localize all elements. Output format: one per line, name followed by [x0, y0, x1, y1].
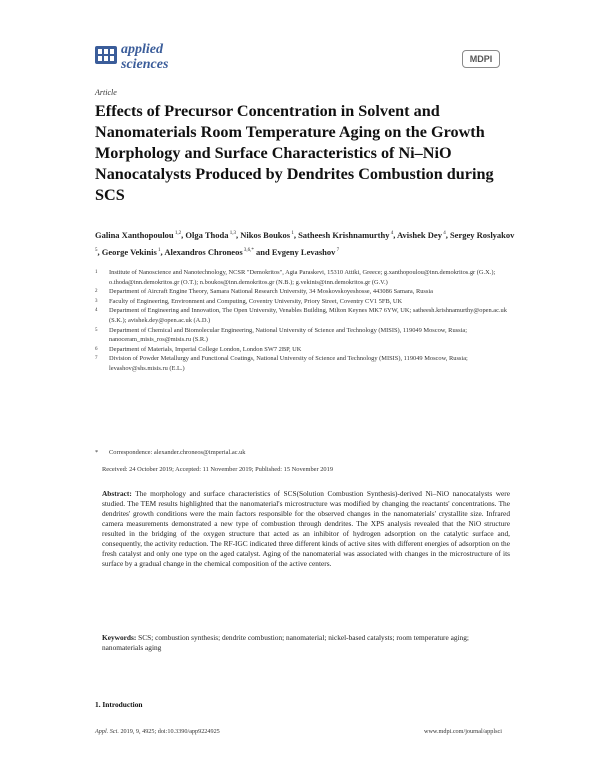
- paper-title: Effects of Precursor Concentration in Solvent and Nanomaterials Room Temperature Aging on the Growth Morphology and Surface Characteristics of Ni–NiO Nanocatalysts Produced by Dendrites Combustion during SCS: [95, 102, 494, 204]
- abstract-text: The morphology and surface characteristics of SCS(Solution Combustion Synthesis)-derived Ni–NiO nanocatalysts were studied. The TEM results highlighted that the nanomaterial's microstructure was modified by changing the reactants' concentrations. The dendrites' growth conditions were the main factors responsible for the observed changes in the nanomaterials' crystallite size. Infrared camera measurements demonstrated a new type of combustion through dendrites. The XPS analysis revealed that the NiO structure resulted in the bridging of the oxygen structure that acted as an inhibitor of hydrogen adsorption on the catalytic surface and, consequently, the activity reduction. The RF-IGC indicated three different kinds of active sites with different energies of adsorption on the fresh catalyst and only one type on the aged catalyst. Aging of the nanomaterial was associated with changes in the microstructure of its surface by a gradual change in the chemical composition of the active centers.: [102, 489, 510, 569]
- journal-logo-icon: [95, 44, 117, 66]
- affiliation-number: 5: [95, 327, 98, 333]
- author-affiliation-marker: 1: [290, 231, 294, 236]
- section-heading: 1. Introduction: [95, 700, 143, 709]
- author-affiliation-marker: 1,3: [228, 231, 236, 236]
- author-affiliation-marker: 7: [335, 247, 340, 253]
- affiliation-item: [95, 354, 515, 373]
- affiliation-text: Division of Powder Metallurgy and Functional Coatings, National University of Science and Technology (MISIS), 119049 Moscow, Russia; levashov@shs.misis.ru (E.L.): [109, 355, 468, 372]
- affiliation-number: 1: [95, 270, 98, 275]
- footer-journal-abbrev: Appl. Sci.: [95, 728, 119, 735]
- author: [272, 247, 339, 257]
- author: [95, 230, 181, 240]
- author-name: Galina Xanthopoulou: [95, 229, 174, 240]
- affiliation-item: [95, 345, 515, 355]
- abstract: [102, 489, 510, 569]
- author-affiliation-marker: 5: [95, 247, 98, 253]
- affiliation-text: Department of Chemical and Biomolecular Engineering, National University of Science and Technology (MISIS), 119049 Moscow, Russia; nanoceram_misis_ros@misis.ru (S.R.): [109, 326, 467, 344]
- correspondence-text: Correspondence: alexander.chroneos@imperial.ac.uk: [109, 449, 246, 456]
- footer-citation-rest: 2019, 9, 4925; doi:10.3390/app9224925: [120, 728, 220, 735]
- keywords: [102, 633, 510, 653]
- footer-citation: [95, 728, 220, 735]
- journal-name-line2: sciences: [121, 57, 169, 72]
- affiliation-number: 3: [95, 298, 98, 304]
- affiliation-number: 6: [95, 346, 98, 352]
- author: [240, 230, 294, 240]
- affiliation-list: [95, 268, 515, 374]
- affiliation-item: [95, 297, 515, 307]
- author-affiliation-marker: 4: [389, 231, 394, 236]
- affiliation-text: Department of Materials, Imperial College London, London SW7 2BP, UK: [109, 345, 302, 353]
- author-affiliation-marker: 4: [441, 231, 446, 236]
- author: [397, 230, 446, 240]
- author: [102, 247, 161, 257]
- journal-name-line1: applied: [121, 42, 163, 57]
- author: [185, 230, 236, 240]
- affiliation-number: 4: [95, 308, 98, 314]
- author-name: Alexandros Chroneos: [164, 246, 243, 257]
- author-name: Nikos Boukos: [240, 229, 291, 240]
- affiliation-text: Institute of Nanoscience and Nanotechnology, NCSR "Demokritos", Agia Paraskevi, 15310 Attiki, Greece; g.xanthopoulou@inn.demokritos.gr (G.X.); o.thoda@inn.demokritos.gr (O.T.); n.boukos@inn.demokritos.gr (N.B.); g.vekinis@inn.demokritos.gr (G.V.): [109, 269, 496, 286]
- author-name: George Vekinis: [101, 246, 157, 257]
- footer-url[interactable]: www.mdpi.com/journal/applsci: [424, 728, 502, 735]
- affiliation-item: [95, 268, 515, 287]
- affiliation-text: Department of Engineering and Innovation, The Open University, Venables Building, Milton Keynes MK7 6YW, UK; satheesh.krishnamurthy@open.ac.uk (S.K.); avishek.dey@open.ac.uk (A.D.): [109, 307, 507, 324]
- author-affiliation-marker: 3,6,*: [242, 247, 254, 253]
- author: [298, 230, 393, 240]
- author-list: Galina Xanthopoulou $^{1,2}$, Olga Thoda $^{1,3}$, Nikos Boukos $^1$, Satheesh Krishnamurthy $^4$, Avishek Dey $^4$, Sergey Roslyakov $^5$, George Vekinis $^1$, Alexandros Chroneos $^{3,6,*}$ and Evgeny Levashov $^7$: [95, 229, 515, 257]
- keywords-text: SCS; combustion synthesis; dendrite combustion; nanomaterial; nickel-based catalysts; room temperature aging; nanomaterials aging: [102, 633, 469, 653]
- correspondence-symbol: *: [95, 449, 99, 456]
- author-name: Satheesh Krishnamurthy: [298, 229, 390, 240]
- author-name: Evgeny Levashov: [271, 246, 336, 257]
- publisher-logo: MDPI: [462, 50, 500, 68]
- author: [164, 247, 254, 257]
- article-type: Article: [95, 88, 117, 97]
- affiliation-number: 7: [95, 356, 98, 362]
- journal-name: [121, 42, 168, 72]
- publication-dates: Received: 24 October 2019; Accepted: 11 November 2019; Published: 15 November 2019: [102, 466, 334, 473]
- affiliation-text: Faculty of Engineering, Environment and Computing, Coventry University, Priory Street, Coventry CV1 5FB, UK: [109, 297, 403, 305]
- author-name: Sergey Roslyakov: [449, 229, 515, 240]
- author-affiliation-marker: 1,2: [173, 231, 182, 236]
- correspondence: [95, 449, 245, 456]
- author-name: Avishek Dey: [397, 229, 442, 240]
- keywords-label: Keywords:: [102, 633, 137, 642]
- affiliation-item: [95, 326, 515, 345]
- abstract-label: Abstract:: [102, 489, 132, 498]
- author-affiliation-marker: 1: [156, 247, 161, 253]
- affiliation-number: 2: [95, 289, 98, 295]
- affiliation-text: Department of Aircraft Engine Theory, Samara National Research University, 34 Moskovskoyeshosse, 443086 Samara, Russia: [109, 288, 434, 296]
- affiliation-item: [95, 306, 515, 325]
- author-name: Olga Thoda: [185, 229, 229, 240]
- affiliation-item: [95, 287, 515, 297]
